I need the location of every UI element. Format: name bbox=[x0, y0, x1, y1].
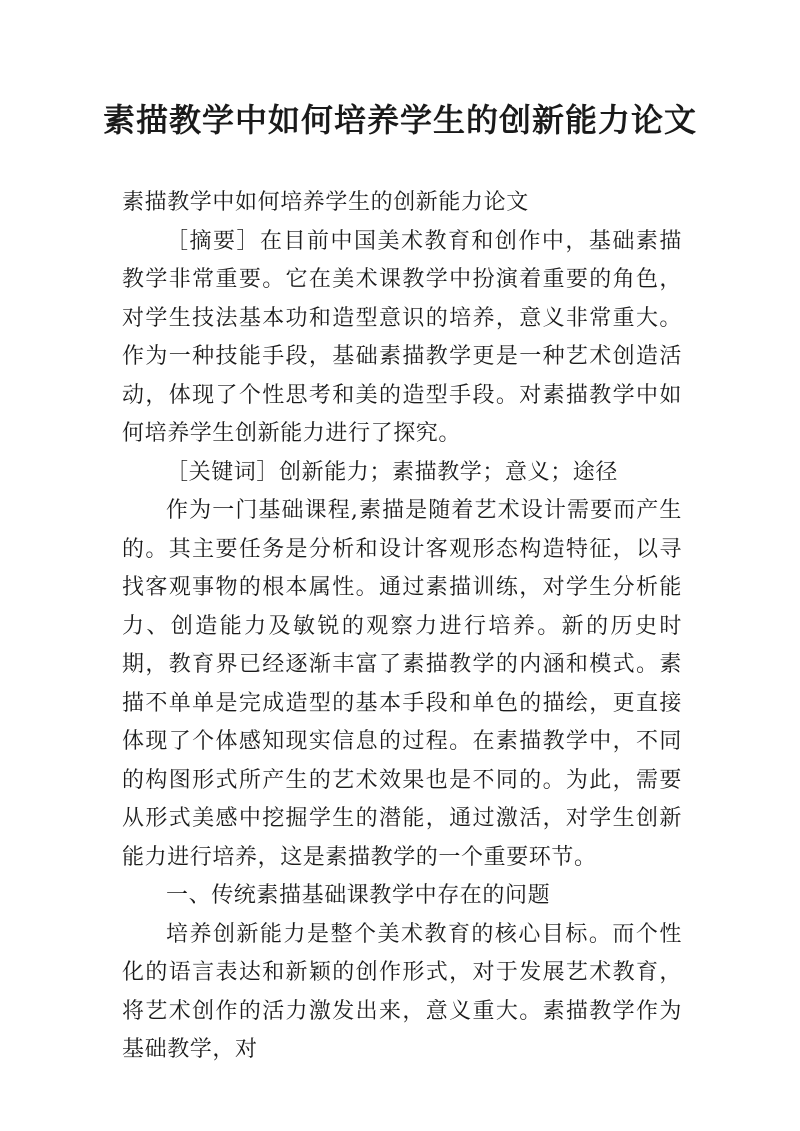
keywords-paragraph: ［关键词］创新能力；素描教学；意义；途径 bbox=[166, 459, 619, 485]
document-subtitle: 素描教学中如何培养学生的创新能力论文 bbox=[122, 190, 529, 215]
document-body bbox=[122, 184, 682, 1070]
document-title: 素描教学中如何培养学生的创新能力论文 bbox=[102, 101, 697, 139]
abstract-paragraph: ［摘要］在目前中国美术教育和创作中，基础素描教学非常重要。它在美术课教学中扮演着重要的角色，对学生技法基本功和造型意识的培养，意义非常重大。作为一种技能手段，基础素描教学更是一种艺术创造活动，体现了个性思考和美的造型手段。对素描教学中如何培养学生创新能力进行了探究。 bbox=[122, 228, 682, 446]
body-paragraph: 作为一门基础课程,素描是随着艺术设计需要而产生的。其主要任务是分析和设计客观形态构造特征，以寻找客观事物的根本属性。通过素描训练，对学生分析能力、创造能力及敏锐的观察力进行培养。新的历史时期，教育界已经逐渐丰富了素描教学的内涵和模式。素描不单单是完成造型的基本手段和单色的描绘，更直接体现了个体感知现实信息的过程。在素描教学中，不同的构图形式所产生的艺术效果也是不同的。为此，需要从形式美感中挖掘学生的潜能，通过激活，对学生创新能力进行培养，这是素描教学的一个重要环节。 bbox=[122, 498, 682, 870]
section-heading: 一、传统素描基础课教学中存在的问题 bbox=[166, 883, 551, 908]
body-paragraph: 培养创新能力是整个美术教育的核心目标。而个性化的语言表达和新颖的创作形式，对于发展艺术教育，将艺术创作的活力激发出来，意义重大。素描教学作为基础教学，对 bbox=[122, 921, 682, 1062]
